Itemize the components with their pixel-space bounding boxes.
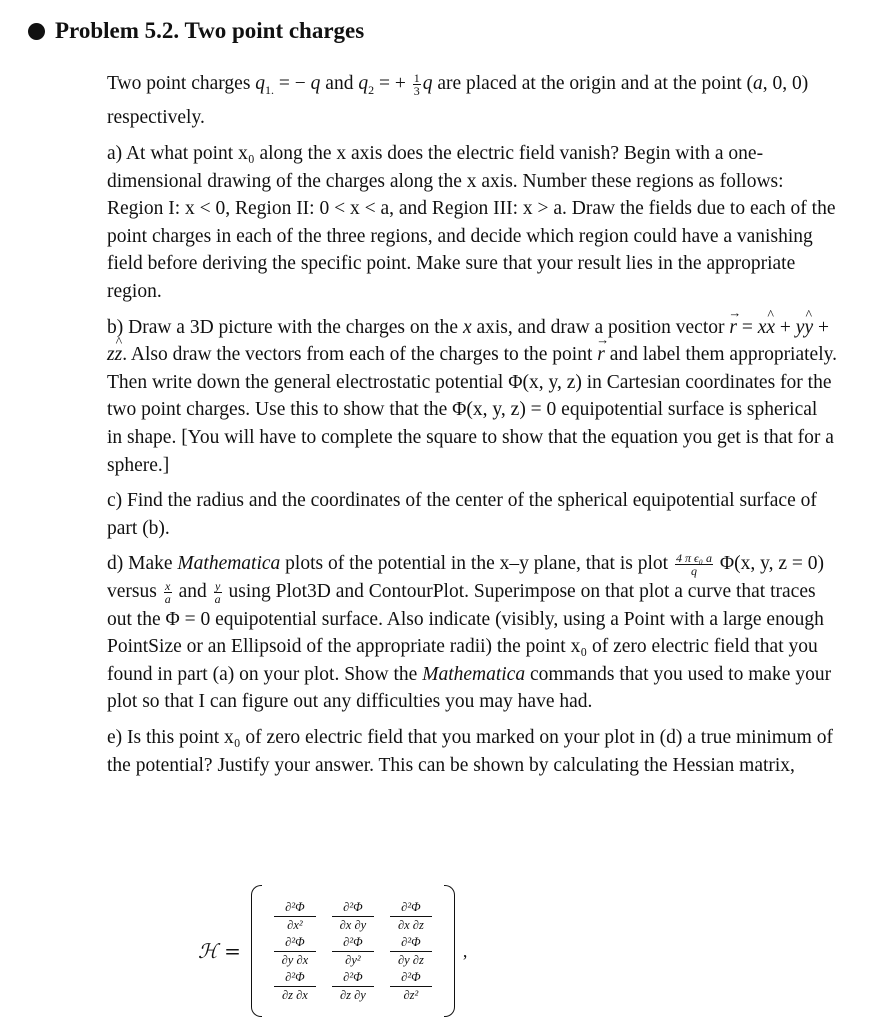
cell-denominator: ∂x ∂y (339, 917, 367, 932)
part-d-paragraph: d) Make Mathematica plots of the potential in the x–y plane, that is plot $\frac{\text{4 π ϵ₀ a}}{q}$ Φ(x, y, z = 0) versus $\frac{x}{a}$ and $\frac{y}{a}$ using Plot3D and ContourPlot. Superimpose on that plot a curve that traces out the Φ = 0 equipotential surface. Also indicate (visibly, using a Point with a large enough PointSize or an Ellipsoid of the appropriate radii) the point x₀ of zero electric field that you found in part (a) on your plot. Show the Mathematica commands that you used to make your plot so that I can figure out any difficulties you may have had. (107, 551, 832, 713)
cell-denominator: ∂z ∂x (281, 987, 308, 1002)
part-a-paragraph: a) At what point x₀ along the x axis does the electric field vanish? Begin with a one-dimensional drawing of the charges along the x axis. Number these regions as follows: Region I: x < 0, Region II: 0 < x < a, and Region III: x > a. Draw the fields due to each of the point charges in each of the three regions, and decide which region could have a vanishing field before deriving the specific point. Make sure that your result lies in the appropriate region. (107, 143, 836, 303)
cell-numerator: ∂²Φ (274, 936, 316, 952)
potential-scale-fraction: $\frac{\text{4 π ϵ₀ a}}{q}$ (675, 551, 712, 579)
matrix-cell (324, 936, 382, 967)
matrix-cell (266, 901, 324, 932)
matrix-cell (266, 936, 324, 967)
cell-numerator: ∂²Φ (332, 971, 374, 987)
matrix-cell (324, 971, 382, 1002)
y-over-a-fraction: $\frac{y}{a}$ (214, 579, 221, 607)
matrix-comma: , (462, 940, 468, 961)
left-paren (251, 885, 262, 1017)
part-c-paragraph: c) Find the radius and the coordinates of the center of the spherical equipotential surface of part (b). (107, 490, 817, 539)
hessian-matrix (198, 884, 498, 1018)
right-paren (444, 885, 455, 1017)
cell-numerator: ∂²Φ (274, 901, 316, 917)
problem-title: Problem 5.2. Two point charges (55, 18, 365, 43)
cell-denominator: ∂y ∂x (281, 952, 309, 967)
matrix-body (251, 885, 455, 1017)
matrix-cell (382, 971, 440, 1002)
cell-denominator: ∂z ∂y (339, 987, 366, 1002)
problem-heading (28, 18, 364, 44)
cell-denominator: ∂y² (345, 952, 361, 967)
cell-numerator: ∂²Φ (274, 971, 316, 987)
part-b-paragraph: b) Draw a 3D picture with the charges on the x axis, and draw a position vector r → = xx ^ + yy ^ + zz ^. Also draw the vectors from each of the charges to the point r → and label them appropriately. Then write down the general electrostatic potential Φ(x, y, z) in Cartesian coordinates for the two point charges. Use this to show that the Φ(x, y, z) = 0 equipotential surface is spherical in shape. [You will have to complete the square to show that the equation you get is that for a sphere.] (107, 314, 837, 480)
part-e-paragraph: e) Is this point x₀ of zero electric field that you marked on your plot in (d) a true minimum of the potential? Justify your answer. This can be shown by calculating the Hessian matrix, (107, 726, 833, 776)
one-third-fraction: $\frac{1}{3}$ (413, 71, 420, 99)
matrix-cell (382, 901, 440, 932)
matrix-cell (382, 936, 440, 967)
x-over-a-fraction: $\frac{x}{a}$ (164, 579, 171, 607)
intro-paragraph: Two point charges $q_{1.}$ = − q and $q_2$ = + $\frac{1}{3}$ q are placed at the origin and at the point (a, 0, 0) respectively. (107, 71, 809, 129)
matrix-cell (266, 971, 324, 1002)
cell-numerator: ∂²Φ (332, 936, 374, 952)
hessian-label: ℋ = (198, 939, 241, 963)
cell-numerator: ∂²Φ (332, 901, 374, 917)
cell-numerator: ∂²Φ (390, 901, 432, 917)
cell-denominator: ∂z² (403, 987, 419, 1002)
cell-denominator: ∂y ∂z (397, 952, 424, 967)
problem-body (107, 70, 837, 787)
cell-numerator: ∂²Φ (390, 971, 432, 987)
matrix-cell (324, 901, 382, 932)
cell-numerator: ∂²Φ (390, 936, 432, 952)
matrix-grid (262, 901, 444, 1002)
cell-denominator: ∂x² (287, 917, 303, 932)
cell-denominator: ∂x ∂z (397, 917, 424, 932)
bullet-icon (28, 23, 45, 40)
